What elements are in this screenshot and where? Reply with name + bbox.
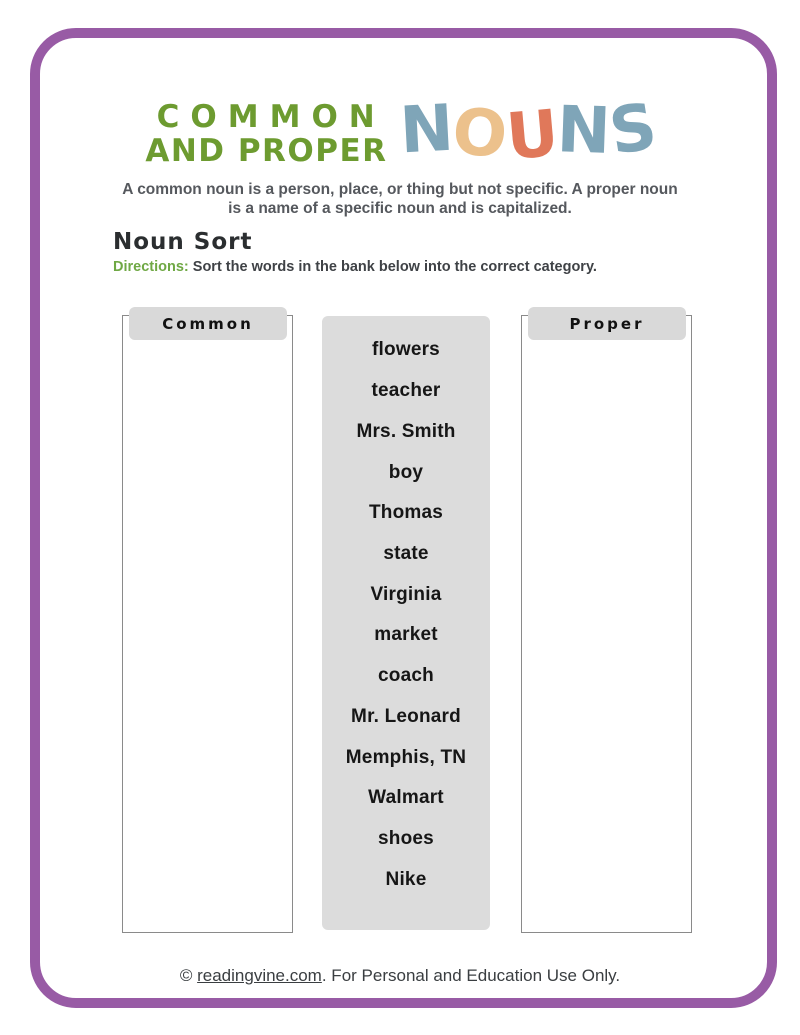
title-nouns <box>398 89 661 176</box>
word-bank-item: Memphis, TN <box>345 746 467 768</box>
proper-column-header: Proper <box>528 307 686 340</box>
word-bank-list <box>322 316 490 930</box>
word-bank-item: teacher <box>371 380 441 402</box>
word-bank-item: flowers <box>372 339 440 361</box>
common-answer-box <box>122 315 293 933</box>
word-bank-item: Mrs. Smith <box>356 420 456 442</box>
word-bank-item: Mr. Leonard <box>351 705 461 727</box>
nouns-letter: S <box>604 89 661 171</box>
title-line-2: AND PROPER <box>145 133 388 169</box>
word-bank-item: market <box>374 624 438 646</box>
footer-prefix: © <box>179 966 198 985</box>
common-column-header: Common <box>129 307 287 340</box>
nouns-letter: N <box>398 91 455 169</box>
directions-text: Sort the words in the bank below into the correct category. <box>188 259 597 275</box>
word-bank-item: boy <box>388 461 424 483</box>
footer-copyright <box>0 966 800 986</box>
proper-answer-box <box>521 315 692 933</box>
nouns-letter: O <box>449 94 509 174</box>
word-bank-item: Virginia <box>370 583 442 605</box>
nouns-letter: U <box>503 96 561 176</box>
footer-suffix: . For Personal and Education Use Only. <box>321 966 621 985</box>
word-bank-item: coach <box>378 665 434 687</box>
readingvine-link[interactable]: readingvine.com <box>197 966 322 985</box>
word-bank-item: shoes <box>378 827 434 849</box>
activity-heading: Noun Sort <box>113 229 253 255</box>
title-common-and-proper <box>145 92 386 168</box>
word-bank-item: Nike <box>385 868 427 890</box>
word-bank-item: Thomas <box>368 502 444 524</box>
directions <box>113 259 597 275</box>
nouns-letter: N <box>555 93 611 169</box>
title-line-1: COMMON <box>156 99 386 135</box>
word-bank-item: Walmart <box>368 787 444 809</box>
word-bank-item: state <box>383 542 429 564</box>
definition-line-2: is a name of a specific noun and is capitalized. <box>228 200 572 217</box>
definition-text <box>0 180 800 218</box>
definition-line-1: A common noun is a person, place, or thing but not specific. A proper noun <box>122 181 678 198</box>
directions-label: Directions: <box>113 259 189 275</box>
worksheet-title <box>0 89 800 176</box>
